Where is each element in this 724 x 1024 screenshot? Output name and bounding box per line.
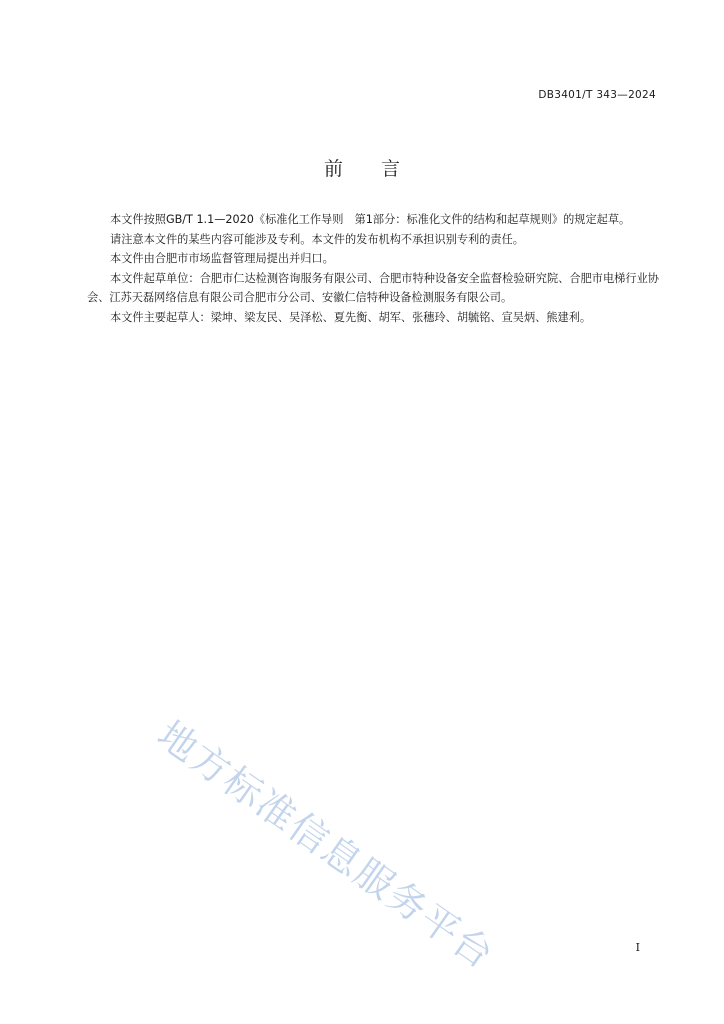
page-title (0, 154, 724, 181)
paragraph-proposer: 本文件由合肥市市场监督管理局提出并归口。 (110, 252, 334, 265)
document-code: DB3401/T 343—2024 (538, 89, 656, 101)
paragraph-patent-notice: 请注意本文件的某些内容可能涉及专利。本文件的发布机构不承担识别专利的责任。 (110, 232, 524, 246)
foreword-body (87, 210, 659, 327)
paragraph-drafting-units: 本文件起草单位：合肥市仁达检测咨询服务有限公司、合肥市特种设备安全监督检验研究院、合肥市电梯行业协会、江苏天磊网络信息有限公司合肥市分公司、安徽仁信特种设备检测服务有限公司。 (87, 271, 659, 304)
paragraph-drafters: 本文件主要起草人：梁坤、梁友民、吴泽松、夏先衡、胡军、张穗玲、胡毓铭、宣吴炳、熊建利。 (110, 310, 592, 324)
watermark: 地方标准信息服务平台 (149, 712, 503, 978)
page-number: I (635, 941, 640, 954)
paragraph-drafting-standard: 本文件按照GB/T 1.1—2020《标准化工作导则 第1部分：标准化文件的结构和起草规则》的规定起草。 (110, 213, 631, 226)
title-char-1: 前 (323, 158, 343, 180)
title-char-2: 言 (381, 158, 401, 180)
